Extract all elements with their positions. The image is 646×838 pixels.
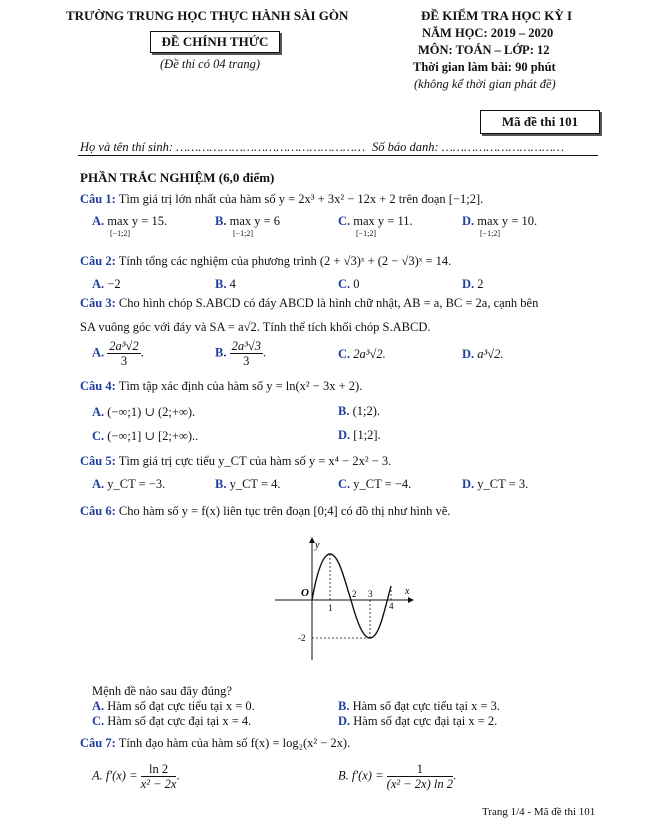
pages-note: (Đề thi có 04 trang) [160,57,260,71]
q3-b-fraction [230,339,263,368]
q7-label: Câu 7: [80,736,116,750]
q6-label: Câu 6: [80,504,116,518]
q7-option-b: B. f′(x) = $\frac{1}{\text{(x² − 2x) ln 2}}$ . [338,762,457,791]
q7-b-num: 1 [387,762,453,777]
q1-text: Tìm giá trị lớn nhất của hàm số y = 2x³ + 3x² − 12x + 2 trên đoạn [−1;2]. [118,192,484,206]
q3-a-fraction [107,339,140,368]
q1-sub-b: [−1;2] [233,229,254,238]
q6-option-d [338,714,497,729]
option-text: y_CT = −4. [353,477,412,491]
q5-text: Tìm giá trị cực tiểu y_CT của hàm số y = x⁴ − 2x² − 3. [118,454,392,468]
q5-label: Câu 5: [80,454,116,468]
option-letter: D. [462,277,478,291]
q4-text: Tìm tập xác định của hàm số y = ln(x² − 3x + 2). [118,379,363,393]
exam-title: ĐỀ KIỂM TRA HỌC KỲ I [421,8,573,23]
subject: MÔN: TOÁN – LỚP: 12 [418,43,550,57]
option-letter: B. [338,699,353,713]
school-year: NĂM HỌC: 2019 – 2020 [422,26,554,40]
header-divider [78,155,598,156]
q7-option-a: A. f′(x) = $\frac{\ln 2}{\text{x² − 2x}}$ . [92,762,180,791]
q6-function-graph [265,532,415,662]
q4-option-a [92,404,195,420]
tick-2: 2 [352,589,357,599]
x-axis-label: x [405,586,410,597]
q1-option-d [462,214,537,229]
q2-option-a [92,277,121,292]
q1-sub-a: [−1;2] [110,229,131,238]
official-badge: ĐỀ CHÍNH THỨC [150,31,280,53]
q7-b-pre: B. f′(x) = [338,768,384,783]
q1-sub-c: [−1;2] [356,229,377,238]
question-6 [80,504,450,519]
q7-b-den: (x² − 2x) ln 2 [386,777,453,791]
q3-text-2: SA vuông góc với đáy và SA = a√2. Tính thể tích khối chóp S.ABCD. [80,320,431,334]
option-letter: D. [462,214,478,228]
q6-prompt: Mệnh đề nào sau đây đúng? [92,684,232,698]
option-letter: A. [92,277,108,291]
question-3 [80,296,538,311]
section-title: PHẦN TRẮC NGHIỆM (6,0 điểm) [80,170,275,185]
q3-c-label: C. [338,347,351,361]
q7-a-fraction [141,762,177,791]
school-name: TRƯỜNG TRUNG HỌC THỰC HÀNH SÀI GÒN [66,8,349,23]
option-letter: C. [338,277,354,291]
q3-option-b: B. $\frac{\text{2a³√3}}{3}$ . [215,339,267,368]
q1-d-text: D. max y = 10. [462,214,538,228]
q7-a-num: ln 2 [141,762,177,777]
origin-label: O [301,587,309,599]
option-letter: C. [92,714,108,728]
option-text: 2 [477,277,484,291]
q3-label: Câu 3: [80,296,116,310]
option-letter: A. [92,214,108,228]
q1-option-a [92,214,167,229]
question-7 [80,736,350,751]
option-text: 4 [229,277,236,291]
q6-option-c [92,714,251,729]
q7-b-fraction [387,762,453,791]
option-letter: C. [338,214,354,228]
q6-option-a [92,699,255,714]
q3-b-label: B. [215,345,227,360]
q2-option-c [338,277,360,292]
option-text: Hàm số đạt cực đại tại x = 4. [107,714,252,728]
option-letter: A. [92,405,108,419]
option-text: Hàm số đạt cực tiểu tại x = 0. [107,699,255,713]
q4-option-c [92,428,198,444]
q2-option-d [462,277,484,292]
option-text: y_CT = −3. [107,477,166,491]
q5-option-d [462,477,528,492]
q3-option-c [338,347,386,362]
option-text: y_CT = 3. [477,477,529,491]
q2-label: Câu 2: [80,254,116,268]
q1-option-c [338,214,413,229]
q3-a-num: 2a³√2 [109,339,139,353]
option-letter: B. [338,404,353,418]
question-2 [80,254,451,269]
question-4 [80,379,362,394]
q3-b-num: 2a³√3 [231,339,261,353]
q6-text: Cho hàm số y = f(x) liên tục trên đoạn [0;4] có đồ thị như hình vẽ. [118,504,451,518]
tick-4: 4 [389,601,394,611]
q3-option-a: A. $\frac{\text{2a³√2}}{3}$ . [92,339,144,368]
option-letter: B. [215,214,230,228]
q1-sub-d: [−1;2] [480,229,501,238]
tick-3: 3 [368,589,373,599]
option-letter: C. [92,429,108,443]
q4-option-b [338,404,380,419]
q3-c-text: 2a³√2. [353,347,386,361]
candidate-id-field: Số báo danh: …………………………… [372,140,565,154]
q7-text: Tính đạo hàm của hàm số f(x) = log₂(x² − 2x). [118,736,351,750]
tick-minus-2: -2 [298,633,306,643]
q1-option-b [215,214,280,229]
q3-d-text: a³√2. [477,347,504,361]
option-text: Hàm số đạt cực đại tại x = 2. [353,714,498,728]
q1-b-text: B. max y = 6 [215,214,281,228]
q3-d-label: D. [462,347,475,361]
q4-option-d [338,428,381,443]
option-text: (−∞;1) ∪ (2;+∞). [107,405,196,419]
option-text: y_CT = 4. [229,477,281,491]
q5-option-c [338,477,411,492]
question-5 [80,454,391,469]
option-letter: B. [215,277,230,291]
page-footer: Trang 1/4 - Mã đề thi 101 [482,806,596,818]
q1-c-text: C. max y = 11. [338,214,413,228]
q1-label: Câu 1: [80,192,116,206]
candidate-name-field: Họ và tên thí sinh: …………………………………………… [80,140,366,154]
q2-text: Tính tổng các nghiệm của phương trình (2 + √3)ˣ + (2 − √3)ˣ = 14. [118,254,452,268]
option-letter: B. [215,477,230,491]
q7-a-den: x² − 2x [140,777,177,791]
question-1 [80,192,483,207]
time-note: (không kể thời gian phát đề) [414,77,556,91]
option-text: 0 [353,277,360,291]
option-letter: C. [338,477,354,491]
exam-code: Mã đề thi 101 [480,110,600,134]
option-letter: A. [92,699,108,713]
option-letter: D. [338,428,354,442]
q6-option-b [338,699,500,714]
option-text: [1;2]. [353,428,381,442]
y-axis-label: y [315,540,320,551]
q3-a-den: 3 [120,354,128,368]
q5-option-a [92,477,165,492]
tick-1: 1 [328,603,333,613]
q4-label: Câu 4: [80,379,116,393]
option-text: Hàm số đạt cực tiểu tại x = 3. [352,699,501,713]
option-text: (−∞;1] ∪ [2;+∞).. [107,429,199,443]
q7-a-pre: A. f′(x) = [92,768,138,783]
option-text: −2 [107,277,121,291]
option-text: (1;2). [352,404,381,418]
q3-a-label: A. [92,345,105,360]
exam-time: Thời gian làm bài: 90 phút [413,60,556,74]
q1-a-text: A. max y = 15. [92,214,168,228]
q3-text-1: Cho hình chóp S.ABCD có đáy ABCD là hình chữ nhật, AB = a, BC = 2a, cạnh bên [118,296,539,310]
q3-option-d [462,347,504,362]
q3-b-den: 3 [243,354,250,368]
q5-option-b [215,477,281,492]
q2-option-b [215,277,236,292]
option-letter: D. [462,477,478,491]
option-letter: D. [338,714,354,728]
option-letter: A. [92,477,108,491]
